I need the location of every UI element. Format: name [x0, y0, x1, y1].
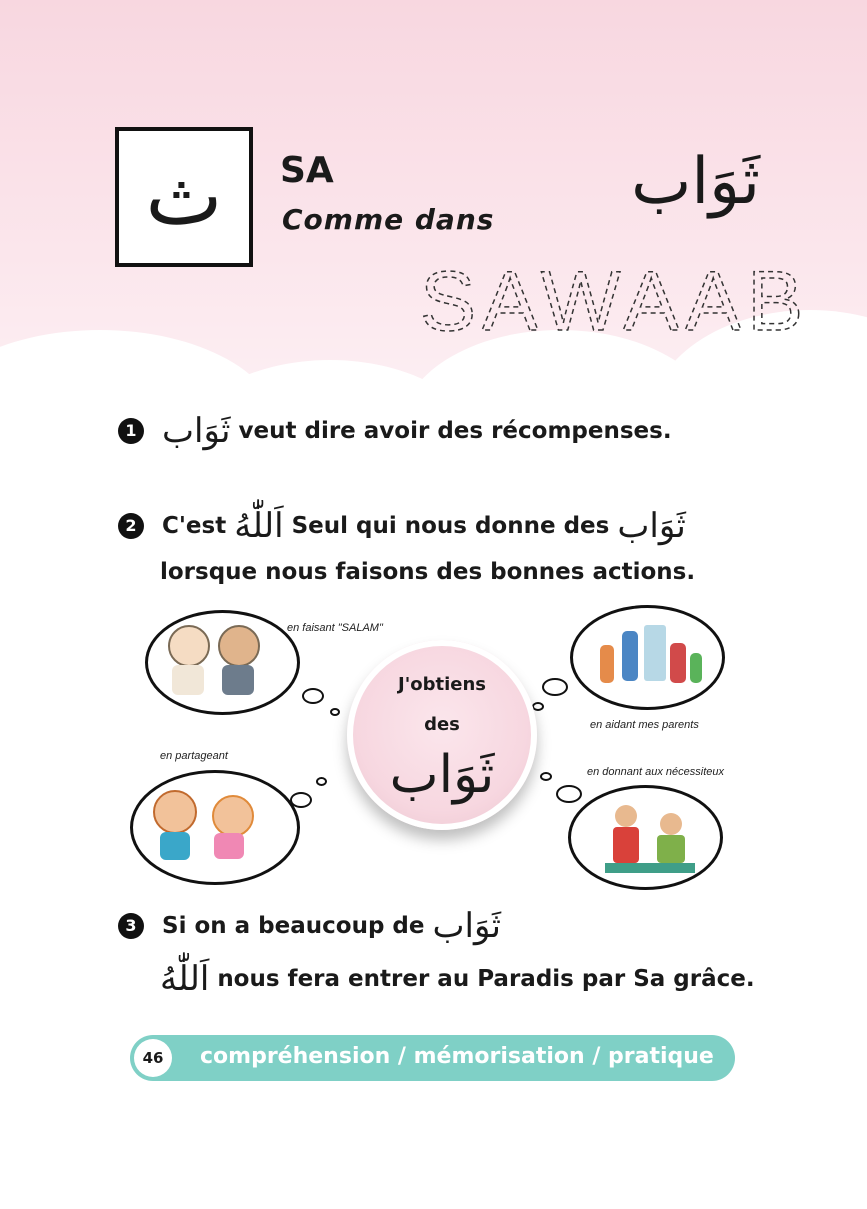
- number-badge: 3: [118, 913, 144, 939]
- point-2: [118, 505, 686, 548]
- small-bubble: [316, 777, 327, 786]
- caption-partage: en partageant: [160, 750, 228, 762]
- child-body: [172, 665, 204, 695]
- point-text: Seul qui nous donne des: [291, 512, 610, 539]
- letter-box: [115, 127, 253, 267]
- caption-necessiteux: en donnant aux nécessiteux: [587, 766, 724, 778]
- point-text: C'est: [162, 512, 227, 539]
- family-illustration: [600, 625, 705, 685]
- arabic-allah: اَللّٰهُ: [234, 506, 284, 546]
- center-circle: [347, 640, 537, 830]
- center-arabic: ثَوَاب: [389, 745, 495, 805]
- arabic-word-inline: ثَوَاب: [162, 411, 231, 451]
- arabic-word-inline: ثَوَاب: [617, 506, 686, 546]
- center-line-1: J'obtiens: [398, 674, 486, 695]
- giving-illustration: [605, 805, 695, 875]
- child-illustration: [218, 625, 260, 667]
- center-title: [347, 665, 537, 745]
- thought-bubble-salam: [145, 610, 300, 715]
- point-text: veut dire avoir des récompenses.: [238, 417, 672, 444]
- arabic-allah: اَللّٰهُ: [160, 959, 210, 999]
- child-illustration: [153, 790, 197, 834]
- small-bubble: [302, 688, 324, 704]
- arabic-word-inline: ثَوَاب: [432, 906, 501, 946]
- point-3-line2: [160, 958, 755, 1001]
- child-illustration: [212, 795, 254, 837]
- sound-title: SA: [280, 150, 334, 191]
- child-body: [160, 832, 190, 860]
- small-bubble: [330, 708, 340, 716]
- tracing-word-text: SAWAAB: [420, 254, 810, 348]
- point-1: [118, 410, 672, 453]
- page-number: 46: [134, 1039, 172, 1077]
- center-line-2: des: [424, 714, 460, 735]
- child-body: [222, 665, 254, 695]
- tracing-word: [420, 254, 810, 348]
- point-text: nous fera entrer au Paradis par Sa grâce.: [217, 965, 755, 992]
- number-badge: 1: [118, 418, 144, 444]
- point-3: [118, 905, 501, 948]
- footer-text: compréhension / mémorisation / pratique: [200, 1044, 714, 1069]
- small-bubble: [556, 785, 582, 803]
- child-body: [214, 833, 244, 859]
- arabic-word: ثَوَاب: [631, 145, 760, 219]
- point-text: Si on a beaucoup de: [162, 912, 425, 939]
- caption-parents: en aidant mes parents: [590, 719, 699, 731]
- arabic-letter: ث: [145, 149, 223, 244]
- small-bubble: [290, 792, 312, 808]
- small-bubble: [542, 678, 568, 696]
- point-2-line2: lorsque nous faisons des bonnes actions.: [160, 559, 696, 585]
- child-illustration: [168, 625, 210, 667]
- small-bubble: [540, 772, 552, 781]
- comme-dans-label: Comme dans: [282, 203, 495, 236]
- caption-salam: en faisant "SALAM": [287, 622, 383, 634]
- number-badge: 2: [118, 513, 144, 539]
